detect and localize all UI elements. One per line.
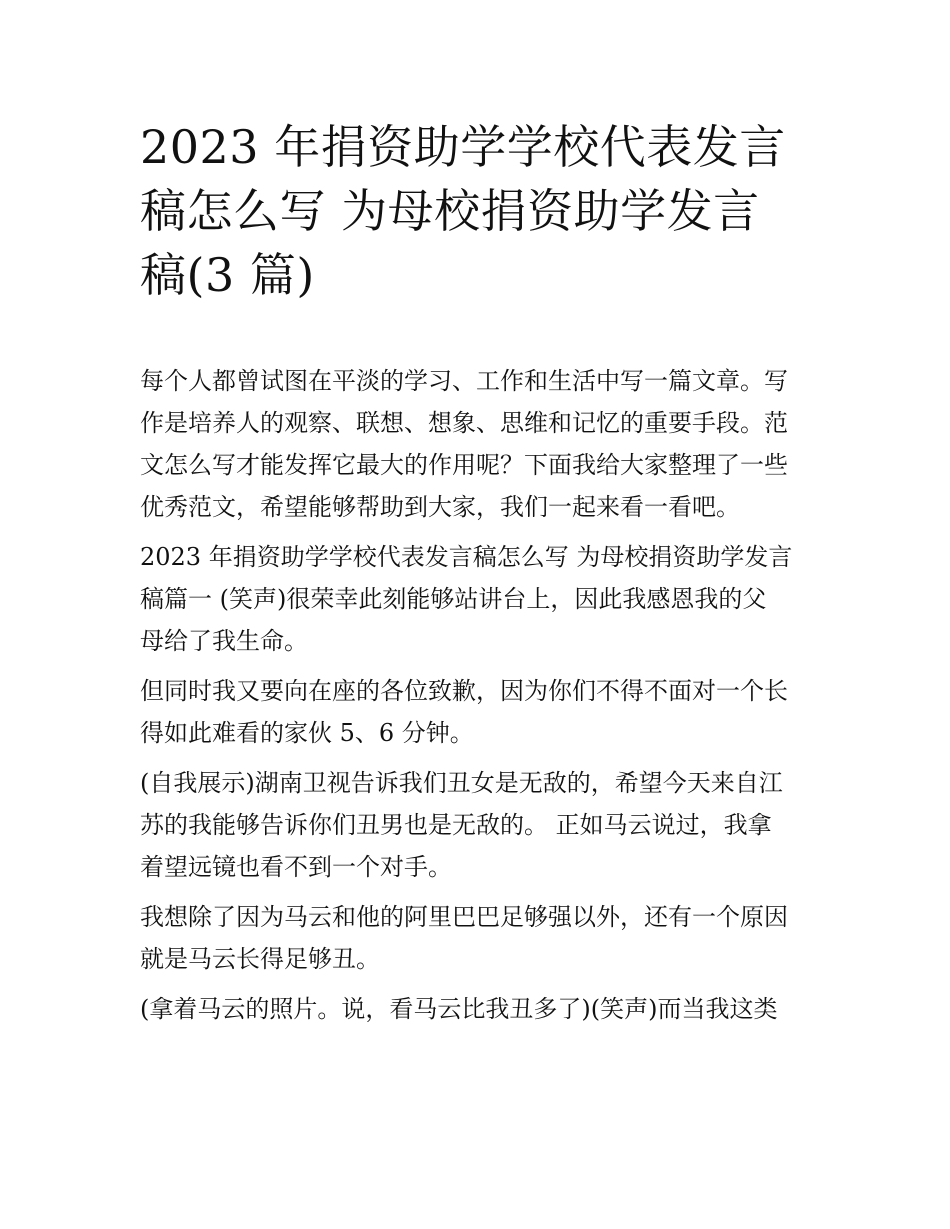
title-line-3: 稿(3 篇) — [140, 248, 315, 302]
paragraph-mayun: 我想除了因为马云和他的阿里巴巴足够强以外，还有一个原因 就是马云长得足够丑。 — [140, 903, 788, 973]
paragraph-intro: 每个人都曾试图在平淡的学习、工作和生活中写一篇文章。写 作是培养人的观察、联想、想象、思维和记忆的重要手段。范 文怎么写才能发挥它最大的作用呢？下面我给大家整理了一些 优秀范文，希望能够帮助到大家，我们一起来看一看吧。 — [140, 367, 788, 521]
paragraph-apology: 但同时我又要向在座的各位致歉，因为你们不得不面对一个长 得如此难看的家伙 5、6 分钟。 — [140, 677, 788, 747]
document-body — [140, 360, 820, 1038]
paragraph-photo: (拿着马云的照片。说，看马云比我丑多了)(笑声)而当我这类 — [140, 995, 778, 1023]
paragraph-heading-part-one: 2023 年捐资助学学校代表发言稿怎么写 为母校捐资助学发言 稿篇一 (笑声)很荣幸此刻能够站讲台上，因此我感恩我的父 母给了我生命。 — [140, 543, 793, 655]
document-title — [140, 115, 820, 307]
paragraph-self-intro: (自我展示)湖南卫视告诉我们丑女是无敌的，希望今天来自江 苏的我能够告诉你们丑男也是无敌的。 正如马云说过，我拿 着望远镜也看不到一个对手。 — [140, 769, 783, 881]
title-line-1: 2023 年捐资助学学校代表发言 — [140, 120, 786, 174]
title-line-2: 稿怎么写 为母校捐资助学发言 — [140, 184, 760, 238]
